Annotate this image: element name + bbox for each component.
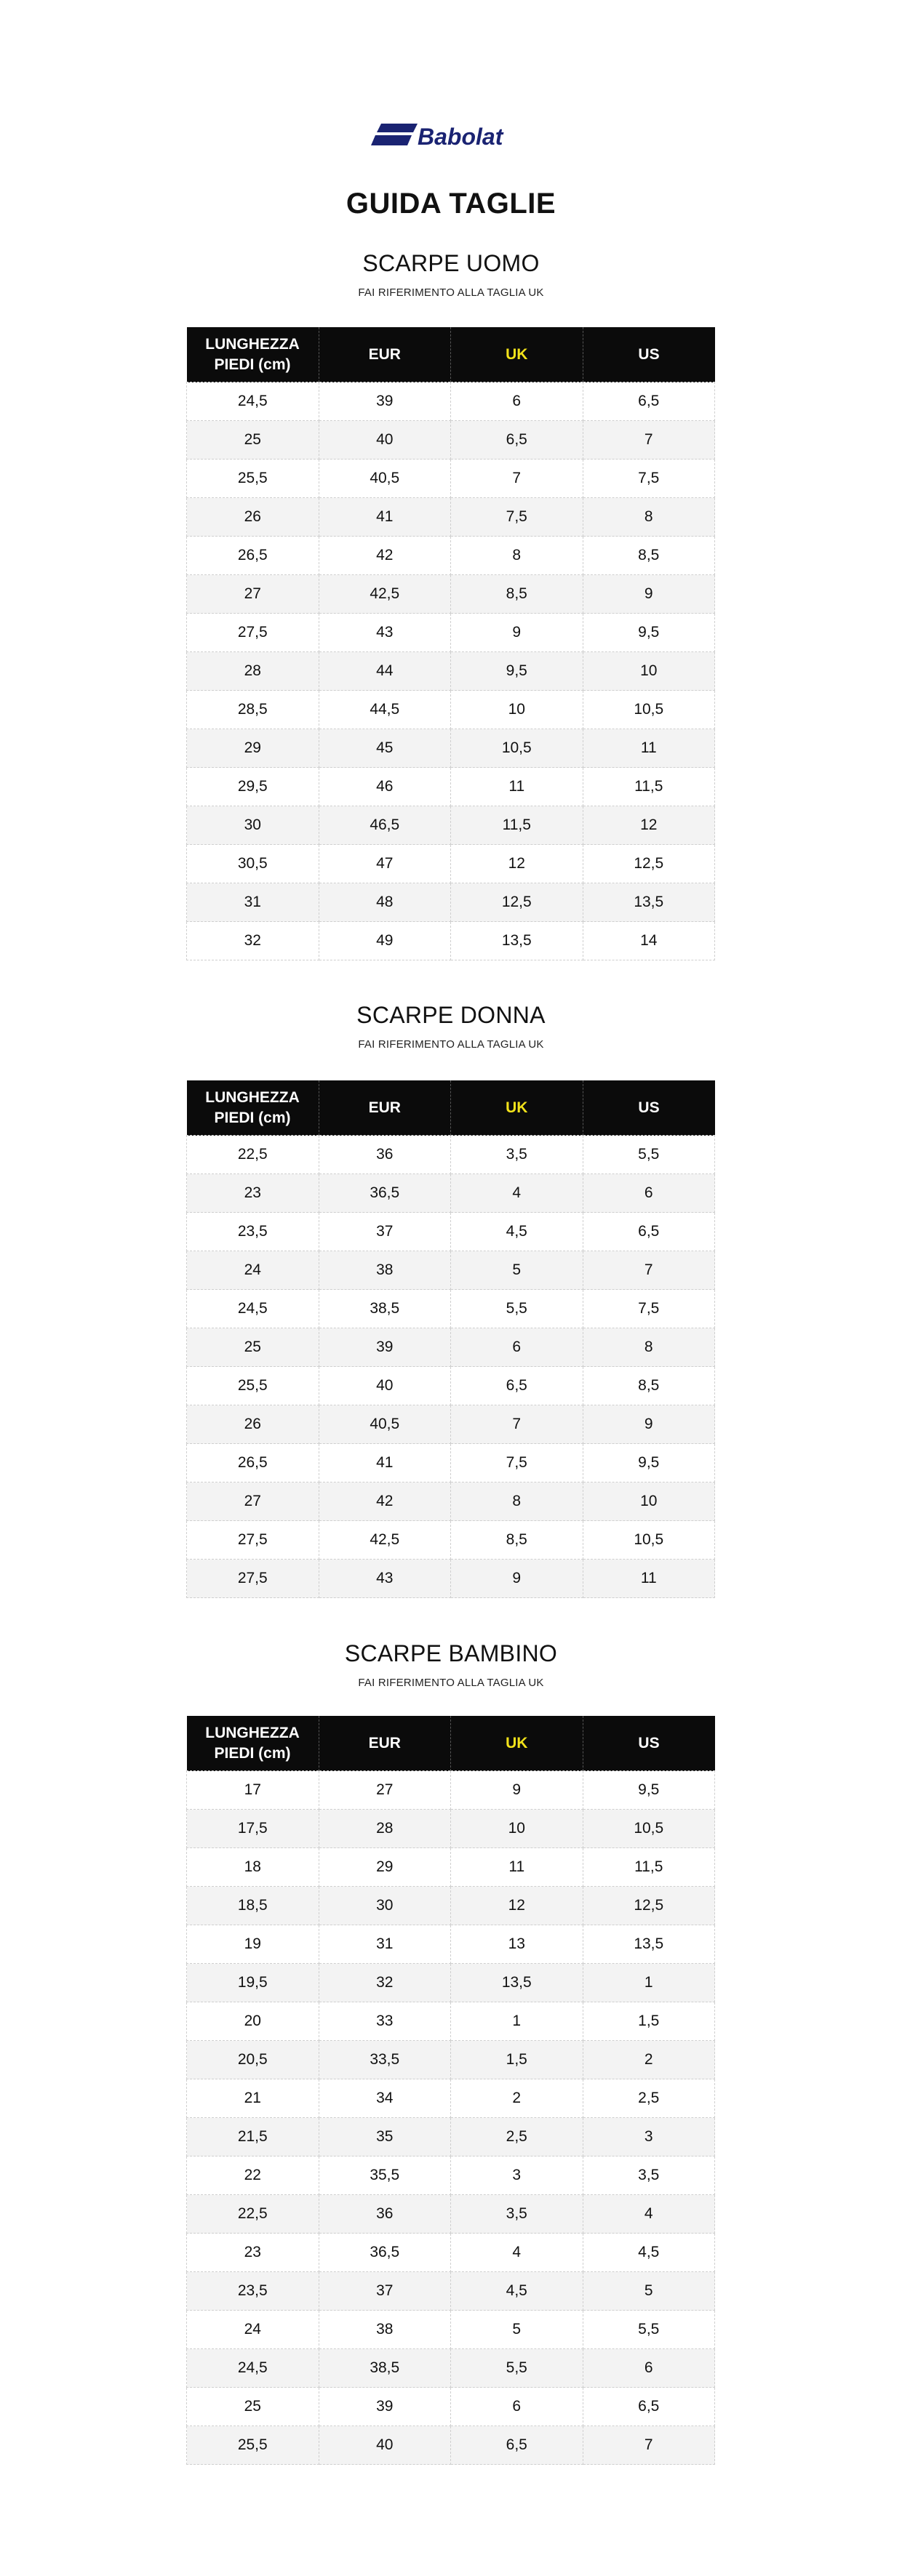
length-cell: 30,5	[187, 845, 319, 883]
eur-cell: 38	[319, 1251, 451, 1290]
header-us: US	[583, 1080, 715, 1136]
us-cell: 11,5	[583, 768, 715, 806]
length-cell: 29	[187, 729, 319, 768]
eur-cell: 41	[319, 1444, 451, 1482]
table-row	[187, 1174, 715, 1213]
table-row	[187, 768, 715, 806]
us-cell: 7,5	[583, 1290, 715, 1328]
us-cell: 11,5	[583, 1848, 715, 1887]
eur-cell: 39	[319, 382, 451, 421]
length-cell: 29,5	[187, 768, 319, 806]
table-row	[187, 1771, 715, 1810]
page-title: GUIDA TAGLIE	[346, 188, 556, 220]
length-cell: 27	[187, 1482, 319, 1521]
table-row	[187, 498, 715, 537]
table-row	[187, 806, 715, 845]
eur-cell: 43	[319, 614, 451, 652]
length-cell: 32	[187, 922, 319, 960]
us-cell: 3	[583, 2118, 715, 2156]
eur-cell: 43	[319, 1560, 451, 1598]
table-row	[187, 1328, 715, 1367]
table-row	[187, 2426, 715, 2465]
uk-cell: 5	[451, 1251, 583, 1290]
uk-cell: 4	[451, 2234, 583, 2272]
eur-cell: 42	[319, 537, 451, 575]
uk-cell: 8	[451, 537, 583, 575]
uk-cell: 12	[451, 845, 583, 883]
eur-cell: 46	[319, 768, 451, 806]
table-row	[187, 1925, 715, 1964]
us-cell: 11	[583, 729, 715, 768]
table-row	[187, 1136, 715, 1174]
table-row	[187, 2002, 715, 2041]
us-cell: 2	[583, 2041, 715, 2079]
length-cell: 25	[187, 421, 319, 460]
uk-cell: 5	[451, 2311, 583, 2349]
uk-cell: 13	[451, 1925, 583, 1964]
table-row	[187, 2118, 715, 2156]
uk-cell: 2	[451, 2079, 583, 2118]
header-length: LUNGHEZZA PIEDI (cm)	[187, 327, 319, 382]
uk-cell: 4,5	[451, 1213, 583, 1251]
us-cell: 5	[583, 2272, 715, 2311]
eur-cell: 40,5	[319, 460, 451, 498]
us-cell: 5,5	[583, 1136, 715, 1174]
us-cell: 6,5	[583, 382, 715, 421]
us-cell: 10	[583, 1482, 715, 1521]
length-cell: 25,5	[187, 1367, 319, 1405]
us-cell: 10,5	[583, 1810, 715, 1848]
header-us: US	[583, 1716, 715, 1771]
length-cell: 23,5	[187, 2272, 319, 2311]
size-table-donna	[186, 1080, 715, 1598]
uk-cell: 3	[451, 2156, 583, 2195]
table-row	[187, 2349, 715, 2388]
uk-cell: 2,5	[451, 2118, 583, 2156]
length-cell: 26	[187, 1405, 319, 1444]
uk-cell: 13,5	[451, 1964, 583, 2002]
uk-cell: 7	[451, 460, 583, 498]
length-cell: 27,5	[187, 1560, 319, 1598]
length-cell: 23,5	[187, 1213, 319, 1251]
us-cell: 3,5	[583, 2156, 715, 2195]
eur-cell: 49	[319, 922, 451, 960]
table-header-row	[187, 1716, 715, 1771]
length-cell: 20	[187, 2002, 319, 2041]
length-cell: 24	[187, 2311, 319, 2349]
eur-cell: 37	[319, 2272, 451, 2311]
length-cell: 26	[187, 498, 319, 537]
section-subtitle-bambino: FAI RIFERIMENTO ALLA TAGLIA UK	[358, 1677, 544, 1689]
us-cell: 12	[583, 806, 715, 845]
eur-cell: 40	[319, 1367, 451, 1405]
length-cell: 27,5	[187, 614, 319, 652]
header-length: LUNGHEZZA PIEDI (cm)	[187, 1080, 319, 1136]
section-subtitle-donna: FAI RIFERIMENTO ALLA TAGLIA UK	[358, 1038, 544, 1051]
length-cell: 31	[187, 883, 319, 922]
babolat-logo-icon	[371, 122, 531, 151]
uk-cell: 4,5	[451, 2272, 583, 2311]
table-row	[187, 2156, 715, 2195]
table-row	[187, 2195, 715, 2234]
length-cell: 27	[187, 575, 319, 614]
section-title-bambino: SCARPE BAMBINO	[344, 1640, 558, 1666]
us-cell: 6	[583, 1174, 715, 1213]
eur-cell: 38,5	[319, 1290, 451, 1328]
eur-cell: 46,5	[319, 806, 451, 845]
uk-cell: 6,5	[451, 2426, 583, 2465]
uk-cell: 4	[451, 1174, 583, 1213]
us-cell: 6,5	[583, 2388, 715, 2426]
table-row	[187, 2311, 715, 2349]
length-cell: 24,5	[187, 382, 319, 421]
eur-cell: 39	[319, 2388, 451, 2426]
length-cell: 17,5	[187, 1810, 319, 1848]
eur-cell: 36	[319, 2195, 451, 2234]
us-cell: 7	[583, 2426, 715, 2465]
table-row	[187, 922, 715, 960]
eur-cell: 36,5	[319, 1174, 451, 1213]
eur-cell: 37	[319, 1213, 451, 1251]
table-row	[187, 1405, 715, 1444]
length-cell: 22,5	[187, 1136, 319, 1174]
eur-cell: 38,5	[319, 2349, 451, 2388]
uk-cell: 10	[451, 1810, 583, 1848]
length-cell: 18,5	[187, 1887, 319, 1925]
length-cell: 28	[187, 652, 319, 691]
header-us: US	[583, 327, 715, 382]
us-cell: 6	[583, 2349, 715, 2388]
length-cell: 25,5	[187, 460, 319, 498]
eur-cell: 31	[319, 1925, 451, 1964]
uk-cell: 9	[451, 614, 583, 652]
eur-cell: 45	[319, 729, 451, 768]
eur-cell: 48	[319, 883, 451, 922]
uk-cell: 3,5	[451, 2195, 583, 2234]
table-row	[187, 1482, 715, 1521]
uk-cell: 12	[451, 1887, 583, 1925]
header-eur: EUR	[319, 327, 451, 382]
section-subtitle-uomo: FAI RIFERIMENTO ALLA TAGLIA UK	[358, 286, 544, 299]
table-row	[187, 1251, 715, 1290]
us-cell: 7	[583, 421, 715, 460]
table-row	[187, 883, 715, 922]
us-cell: 10	[583, 652, 715, 691]
us-cell: 7	[583, 1251, 715, 1290]
uk-cell: 6	[451, 382, 583, 421]
us-cell: 8	[583, 1328, 715, 1367]
us-cell: 2,5	[583, 2079, 715, 2118]
table-row	[187, 614, 715, 652]
uk-cell: 6	[451, 2388, 583, 2426]
uk-cell: 9,5	[451, 652, 583, 691]
us-cell: 13,5	[583, 1925, 715, 1964]
length-cell: 28,5	[187, 691, 319, 729]
uk-cell: 1,5	[451, 2041, 583, 2079]
length-cell: 19,5	[187, 1964, 319, 2002]
uk-cell: 1	[451, 2002, 583, 2041]
section-title-uomo: SCARPE UOMO	[362, 250, 540, 276]
eur-cell: 44,5	[319, 691, 451, 729]
table-row	[187, 2272, 715, 2311]
length-cell: 26,5	[187, 1444, 319, 1482]
header-uk: UK	[451, 327, 583, 382]
size-table-uomo	[186, 327, 715, 960]
table-row	[187, 2234, 715, 2272]
eur-cell: 47	[319, 845, 451, 883]
uk-cell: 12,5	[451, 883, 583, 922]
length-cell: 26,5	[187, 537, 319, 575]
uk-cell: 8	[451, 1482, 583, 1521]
us-cell: 9,5	[583, 1444, 715, 1482]
length-cell: 22,5	[187, 2195, 319, 2234]
length-cell: 23	[187, 1174, 319, 1213]
eur-cell: 32	[319, 1964, 451, 2002]
uk-cell: 7,5	[451, 1444, 583, 1482]
eur-cell: 27	[319, 1771, 451, 1810]
uk-cell: 7	[451, 1405, 583, 1444]
table-row	[187, 729, 715, 768]
eur-cell: 28	[319, 1810, 451, 1848]
eur-cell: 35	[319, 2118, 451, 2156]
length-cell: 24,5	[187, 2349, 319, 2388]
header-length: LUNGHEZZA PIEDI (cm)	[187, 1716, 319, 1771]
uk-cell: 10	[451, 691, 583, 729]
eur-cell: 33,5	[319, 2041, 451, 2079]
table-row	[187, 2079, 715, 2118]
table-row	[187, 1213, 715, 1251]
eur-cell: 36	[319, 1136, 451, 1174]
us-cell: 9,5	[583, 1771, 715, 1810]
us-cell: 1	[583, 1964, 715, 2002]
table-row	[187, 421, 715, 460]
uk-cell: 10,5	[451, 729, 583, 768]
length-cell: 30	[187, 806, 319, 845]
table-row	[187, 2041, 715, 2079]
length-cell: 20,5	[187, 2041, 319, 2079]
length-cell: 24	[187, 1251, 319, 1290]
us-cell: 12,5	[583, 845, 715, 883]
length-cell: 19	[187, 1925, 319, 1964]
eur-cell: 36,5	[319, 2234, 451, 2272]
uk-cell: 13,5	[451, 922, 583, 960]
eur-cell: 34	[319, 2079, 451, 2118]
length-cell: 21,5	[187, 2118, 319, 2156]
uk-cell: 8,5	[451, 1521, 583, 1560]
section-title-donna: SCARPE DONNA	[356, 1002, 546, 1028]
table-row	[187, 1367, 715, 1405]
eur-cell: 38	[319, 2311, 451, 2349]
length-cell: 22	[187, 2156, 319, 2195]
table-row	[187, 1521, 715, 1560]
uk-cell: 6	[451, 1328, 583, 1367]
us-cell: 10,5	[583, 1521, 715, 1560]
us-cell: 4	[583, 2195, 715, 2234]
eur-cell: 42,5	[319, 1521, 451, 1560]
length-cell: 25	[187, 2388, 319, 2426]
us-cell: 14	[583, 922, 715, 960]
us-cell: 13,5	[583, 883, 715, 922]
uk-cell: 11,5	[451, 806, 583, 845]
us-cell: 7,5	[583, 460, 715, 498]
table-row	[187, 1560, 715, 1598]
us-cell: 8,5	[583, 1367, 715, 1405]
uk-cell: 3,5	[451, 1136, 583, 1174]
length-cell: 25,5	[187, 2426, 319, 2465]
table-row	[187, 1887, 715, 1925]
header-uk: UK	[451, 1080, 583, 1136]
length-cell: 18	[187, 1848, 319, 1887]
us-cell: 9	[583, 1405, 715, 1444]
eur-cell: 41	[319, 498, 451, 537]
length-cell: 24,5	[187, 1290, 319, 1328]
uk-cell: 5,5	[451, 2349, 583, 2388]
length-cell: 23	[187, 2234, 319, 2272]
header-uk: UK	[451, 1716, 583, 1771]
uk-cell: 5,5	[451, 1290, 583, 1328]
uk-cell: 11	[451, 768, 583, 806]
eur-cell: 39	[319, 1328, 451, 1367]
eur-cell: 42,5	[319, 575, 451, 614]
uk-cell: 6,5	[451, 421, 583, 460]
table-row	[187, 1848, 715, 1887]
table-row	[187, 537, 715, 575]
eur-cell: 30	[319, 1887, 451, 1925]
eur-cell: 42	[319, 1482, 451, 1521]
svg-text:Babolat: Babolat	[418, 124, 503, 150]
table-row	[187, 1810, 715, 1848]
eur-cell: 40	[319, 2426, 451, 2465]
table-row	[187, 845, 715, 883]
length-cell: 27,5	[187, 1521, 319, 1560]
table-row	[187, 2388, 715, 2426]
eur-cell: 40	[319, 421, 451, 460]
header-eur: EUR	[319, 1716, 451, 1771]
table-row	[187, 1444, 715, 1482]
eur-cell: 29	[319, 1848, 451, 1887]
table-row	[187, 575, 715, 614]
us-cell: 6,5	[583, 1213, 715, 1251]
table-row	[187, 382, 715, 421]
uk-cell: 6,5	[451, 1367, 583, 1405]
table-row	[187, 1290, 715, 1328]
uk-cell: 9	[451, 1560, 583, 1598]
us-cell: 9,5	[583, 614, 715, 652]
us-cell: 10,5	[583, 691, 715, 729]
table-row	[187, 460, 715, 498]
header-eur: EUR	[319, 1080, 451, 1136]
table-row	[187, 1964, 715, 2002]
table-row	[187, 652, 715, 691]
table-header-row	[187, 1080, 715, 1136]
us-cell: 9	[583, 575, 715, 614]
eur-cell: 40,5	[319, 1405, 451, 1444]
us-cell: 8	[583, 498, 715, 537]
table-row	[187, 691, 715, 729]
size-table-bambino	[186, 1716, 715, 2465]
us-cell: 8,5	[583, 537, 715, 575]
uk-cell: 9	[451, 1771, 583, 1810]
uk-cell: 7,5	[451, 498, 583, 537]
uk-cell: 8,5	[451, 575, 583, 614]
length-cell: 25	[187, 1328, 319, 1367]
us-cell: 5,5	[583, 2311, 715, 2349]
length-cell: 21	[187, 2079, 319, 2118]
eur-cell: 35,5	[319, 2156, 451, 2195]
us-cell: 12,5	[583, 1887, 715, 1925]
brand-logo	[0, 122, 902, 151]
us-cell: 1,5	[583, 2002, 715, 2041]
eur-cell: 44	[319, 652, 451, 691]
us-cell: 11	[583, 1560, 715, 1598]
eur-cell: 33	[319, 2002, 451, 2041]
us-cell: 4,5	[583, 2234, 715, 2272]
uk-cell: 11	[451, 1848, 583, 1887]
table-header-row	[187, 327, 715, 382]
length-cell: 17	[187, 1771, 319, 1810]
